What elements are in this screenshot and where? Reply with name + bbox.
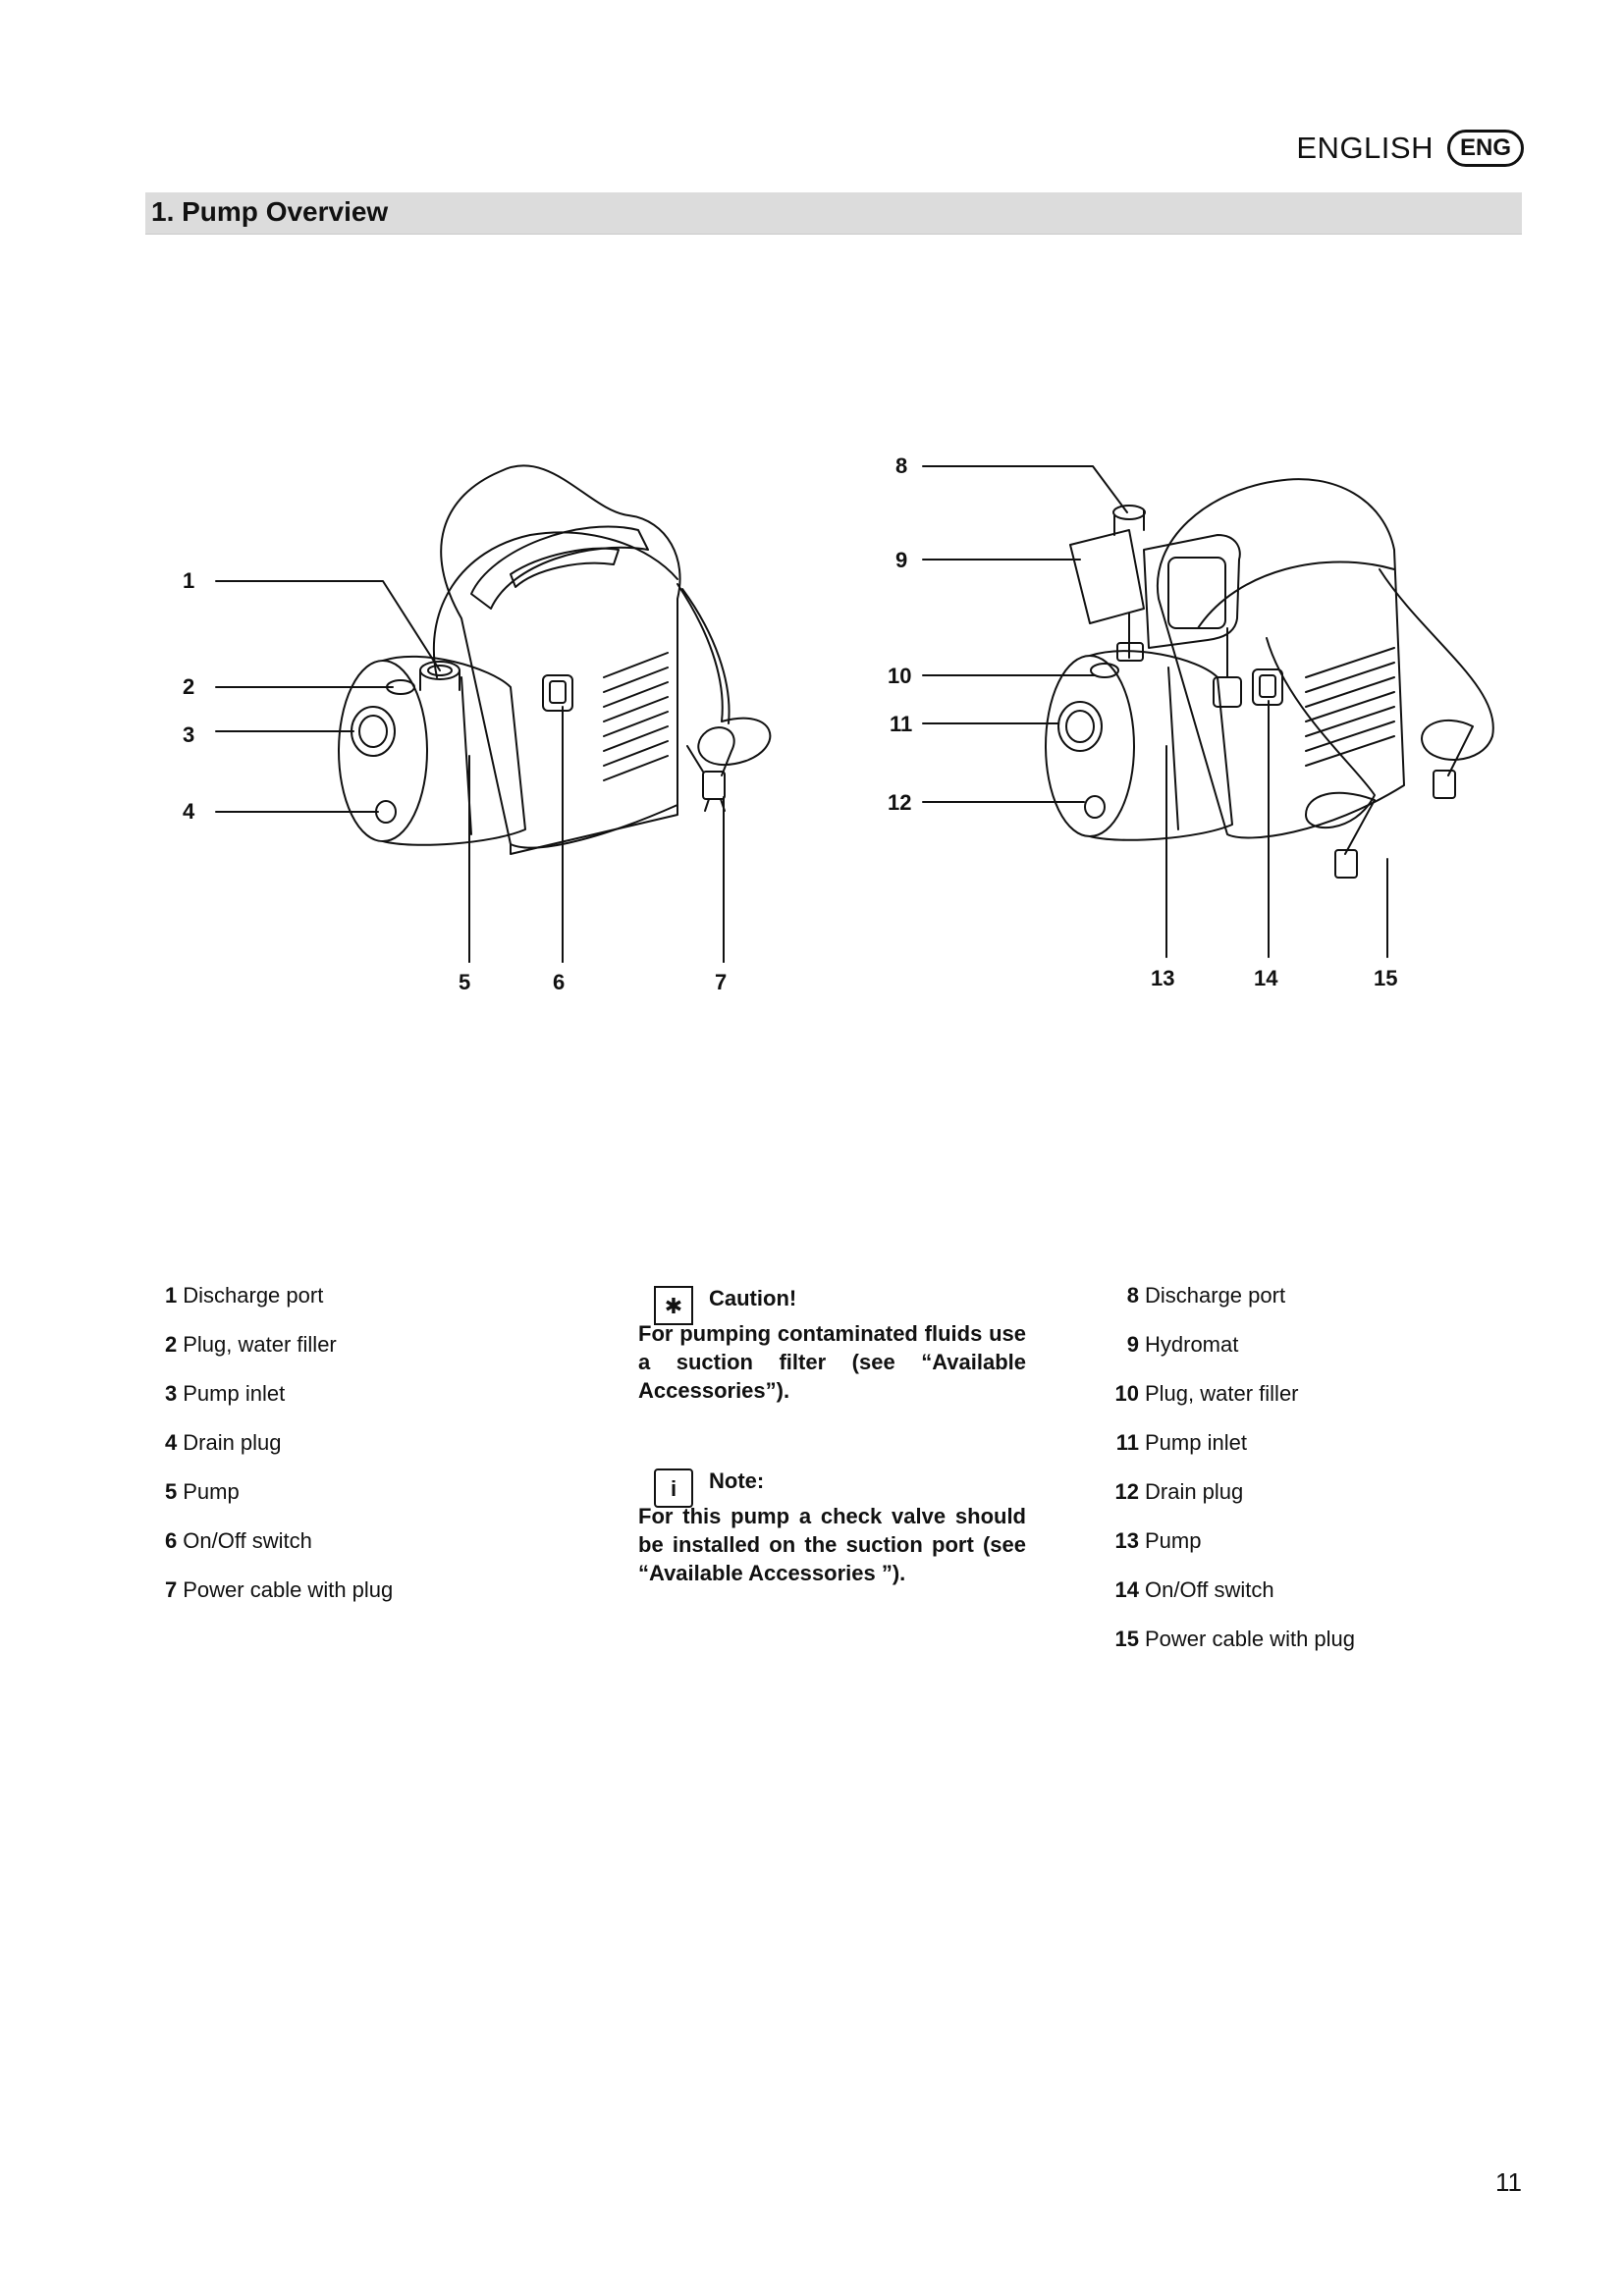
legend-item: 3 Pump inlet [165,1381,286,1406]
legend-left [165,1282,393,1626]
callout-9: 9 [895,548,908,572]
callout-10: 10 [888,664,912,688]
legend-item: 7 Power cable with plug [165,1577,394,1602]
callout-5: 5 [459,970,471,994]
legend-item: 12 Drain plug [1114,1479,1244,1504]
note-notice [638,1467,1026,1587]
legend-item: 4 Drain plug [165,1430,282,1455]
callout-7: 7 [715,970,728,994]
callout-13: 13 [1151,966,1175,990]
legend-item: 2 Plug, water filler [165,1332,337,1357]
page-number: 11 [1495,2167,1522,2197]
section-title: 1. Pump Overview [151,196,389,227]
legend-item: 8 Discharge port [1126,1283,1286,1308]
language-label: ENGLISH [1296,131,1434,165]
callout-2: 2 [183,674,195,699]
legend-right [1113,1282,1355,1675]
legend-item: 15 Power cable with plug [1114,1627,1356,1651]
info-icon: i [654,1468,693,1508]
legend-item: 13 Pump [1114,1528,1202,1553]
pump-illustration-left [339,465,770,854]
legend-item: 10 Plug, water filler [1114,1381,1299,1406]
pump-overview-diagram [0,0,1624,1021]
callout-12: 12 [888,790,912,815]
callout-15: 15 [1374,966,1398,990]
language-badge: ENG [1447,130,1524,167]
callout-1: 1 [183,568,195,593]
legend-item: 9 Hydromat [1126,1332,1239,1357]
caution-title: Caution! [709,1286,797,1310]
caution-notice [638,1284,1026,1405]
legend-item: 1 Discharge port [165,1283,324,1308]
caution-text: For pumping contaminated fluids use a suction filter (see “Available Accessories”). [638,1321,1026,1403]
caution-icon: ✱ [654,1286,693,1325]
legend-item: 6 On/Off switch [165,1528,312,1553]
legend-item: 11 Pump inlet [1115,1430,1247,1455]
note-text: For this pump a check valve should be installed on the suction port (see “Available Accessories ”). [638,1504,1026,1585]
leader-lines-right [923,466,1387,957]
callout-14: 14 [1254,966,1278,990]
legend-item: 14 On/Off switch [1114,1577,1274,1602]
callout-11: 11 [890,712,913,736]
callout-3: 3 [183,722,195,747]
leader-lines-left [216,581,724,962]
callout-8: 8 [895,454,908,478]
note-title: Note: [709,1468,765,1493]
legend-item: 5 Pump [165,1479,240,1504]
callout-6: 6 [553,970,566,994]
callout-4: 4 [183,799,195,824]
